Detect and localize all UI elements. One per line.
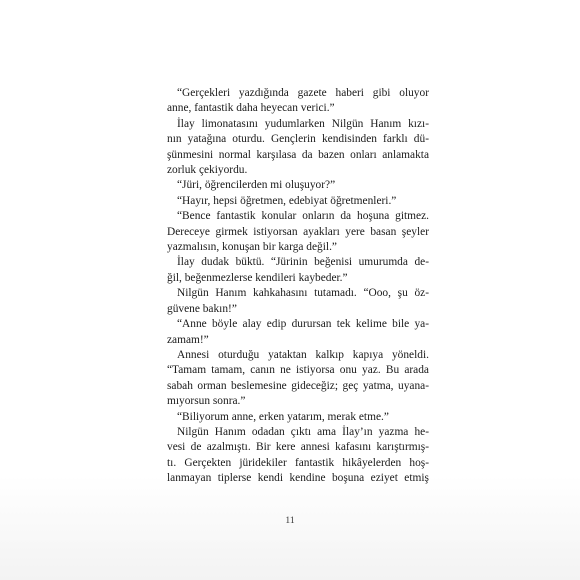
paragraph [167, 410, 429, 425]
text-line: “Gerçekleri yazdığında gazete haberi gibi oluyor [177, 87, 429, 99]
text-line: lanmayan tiplerse kendi kendine boşuna eziyet etmiş [167, 472, 429, 485]
text-line: mıyorsun sonra.” [167, 395, 246, 408]
text-line: tı. Gerçekten jüridekiler fantastik hikâyelerden hoş- [167, 456, 429, 469]
text-line: yazmalısın, konuşan bir karga değil.” [167, 241, 337, 254]
paragraph [167, 209, 429, 255]
paragraph [167, 317, 429, 348]
text-line: zamam!” [167, 333, 209, 346]
text-line: “Biliyorum anne, erken yatarım, merak etme.” [177, 410, 389, 423]
paragraph [167, 194, 429, 209]
text-line: “Tamam tamam, canın ne istiyorsa onu yaz. Bu arada [167, 364, 429, 377]
text-line: “Anne böyle alay edip durursan tek kelime bile ya- [177, 318, 429, 331]
paragraph [167, 117, 429, 179]
text-line: “Bence fantastik konular onların da hoşuna gitmez. [177, 210, 429, 223]
text-line: Nilgün Hanım odadan çıktı ama İlay’ın yazma he- [177, 425, 429, 438]
text-line: vesi de azalmıştı. Bir kere annesi kafasını karıştırmış- [167, 441, 429, 454]
page-number: 11 [285, 516, 295, 526]
body-text [167, 86, 429, 487]
text-line: şünmesini normal karşılasa da bazen onları anlamakta [167, 148, 429, 161]
text-line: “Jüri, öğrencilerden mi oluşuyor?” [177, 179, 336, 192]
text-line: Nilgün Hanım kahkahasını tutamadı. “Ooo, şu öz- [177, 287, 429, 300]
text-line: Annesi oturduğu yataktan kalkıp kapıya yöneldi. [177, 348, 429, 361]
text-line: Dereceye girmek istiyorsan ayakları yere basan şeyler [167, 225, 429, 238]
text-line: sabah orman beslemesine gideceğiz; geç yatma, uyana- [167, 379, 429, 392]
paragraph [167, 286, 429, 317]
paragraph [167, 86, 429, 117]
text-line: İlay dudak büktü. “Jürinin beğenisi umurumda de- [177, 256, 429, 269]
text-line: güvene bakın!” [167, 302, 237, 315]
paragraph [167, 255, 429, 286]
text-line: “Hayır, hepsi öğretmen, edebiyat öğretmenleri.” [177, 194, 397, 207]
paragraph [167, 425, 429, 487]
text-line: anne, fantastik daha heyecan verici.” [167, 102, 335, 115]
text-line: zorluk çekiyordu. [167, 164, 248, 177]
paragraph [167, 178, 429, 193]
text-line: İlay limonatasını yudumlarken Nilgün Hanım kızı- [177, 117, 429, 130]
paragraph [167, 348, 429, 410]
text-line: nın yatağına oturdu. Gençlerin kendisinden farklı dü- [167, 133, 429, 146]
text-line: ğil, beğenmezlerse kendileri kaybeder.” [167, 271, 348, 284]
